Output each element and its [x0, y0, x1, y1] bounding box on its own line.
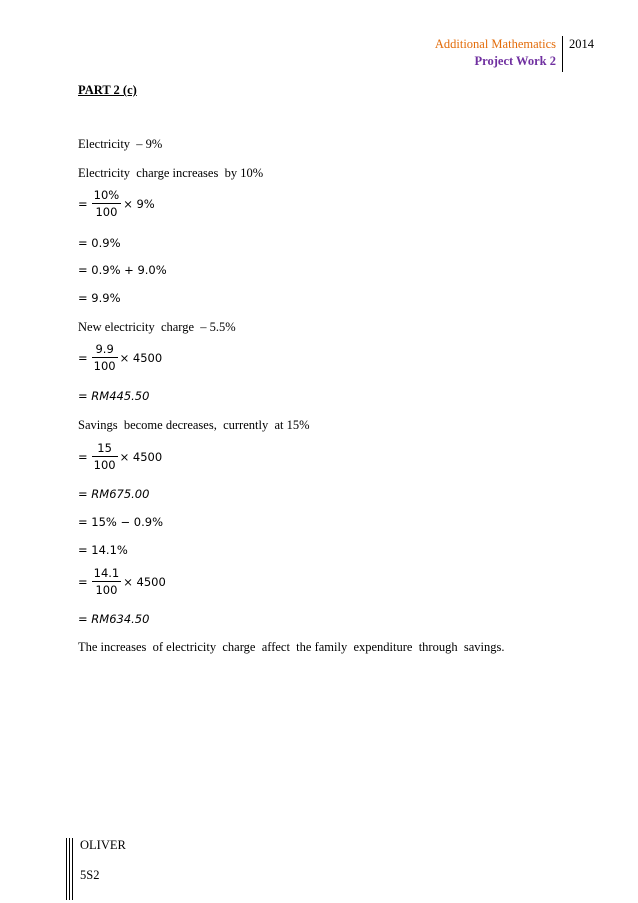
denominator: 100 — [93, 359, 116, 373]
fraction — [92, 566, 122, 597]
header-year: 2014 — [569, 37, 594, 51]
line-electricity: Electricity – 9% — [78, 137, 163, 151]
equals-sign: = — [78, 350, 88, 365]
footer-name: OLIVER — [80, 838, 126, 852]
denominator: 100 — [93, 458, 116, 472]
line-conclusion: The increases of electricity charge affect the family expenditure through savings. — [78, 640, 505, 654]
footer-class: 5S2 — [80, 868, 100, 882]
fraction — [92, 188, 122, 219]
footer-bar — [66, 838, 67, 900]
footer-bar — [72, 838, 73, 900]
result-6: = 15% − 0.9% — [78, 515, 164, 529]
result-5: = RM675.00 — [78, 487, 150, 501]
equation-fraction-3 — [78, 441, 162, 472]
equation-fraction-4 — [78, 566, 166, 597]
line-savings: Savings become decreases, currently at 15% — [78, 418, 310, 432]
header-subject: Additional Mathematics — [434, 37, 556, 51]
result-7: = 14.1% — [78, 543, 128, 557]
denominator: 100 — [95, 583, 118, 597]
multiplier: × 4500 — [119, 449, 163, 464]
multiplier: × 4500 — [119, 350, 163, 365]
multiplier: × 4500 — [123, 574, 166, 589]
line-charge-increase: Electricity charge increases by 10% — [78, 166, 264, 180]
fraction — [92, 342, 118, 373]
equals-sign: = — [78, 574, 88, 589]
equals-sign: = — [78, 449, 88, 464]
result-3: = 9.9% — [78, 291, 121, 305]
numerator: 15 — [97, 441, 112, 455]
numerator: 14.1 — [93, 566, 120, 580]
header-project: Project Work 2 — [474, 54, 556, 68]
numerator: 9.9 — [95, 342, 114, 356]
denominator: 100 — [95, 205, 118, 219]
equation-fraction-1 — [78, 188, 155, 219]
numerator: 10% — [93, 188, 120, 202]
equation-fraction-2 — [78, 342, 162, 373]
result-1: = 0.9% — [78, 236, 121, 250]
multiplier: × 9% — [123, 196, 155, 211]
fraction — [92, 441, 118, 472]
footer-bars — [66, 838, 73, 900]
result-8: = RM634.50 — [78, 612, 150, 626]
result-4: = RM445.50 — [78, 389, 150, 403]
equals-sign: = — [78, 196, 88, 211]
header-text — [435, 36, 562, 70]
line-new-charge: New electricity charge – 5.5% — [78, 320, 236, 334]
footer-bar — [69, 838, 70, 900]
part-title: PART 2 (c) — [78, 83, 137, 97]
result-2: = 0.9% + 9.0% — [78, 263, 167, 277]
page-header — [435, 36, 594, 72]
